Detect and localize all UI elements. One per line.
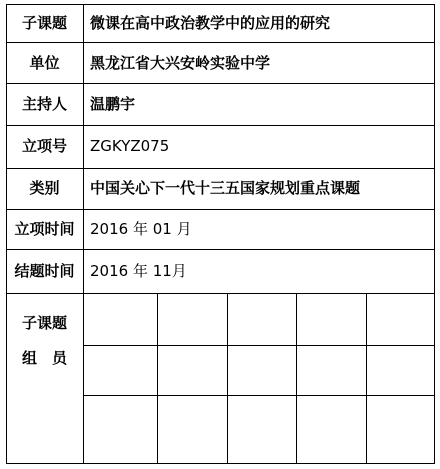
table-right-border [434, 4, 435, 464]
member-cell [84, 346, 157, 395]
member-cell [158, 346, 227, 395]
member-cell [228, 294, 296, 345]
member-cell [158, 396, 227, 463]
subtopic-value: 微课在高中政治教学中的应用的研究 [90, 14, 331, 32]
members-label-line2: 组 员 [21, 349, 67, 367]
category-value: 中国关心下一代十三五国家规划重点课题 [90, 179, 361, 197]
member-cell [297, 294, 366, 345]
row-divider [6, 209, 434, 210]
row-divider [6, 463, 434, 464]
completion-time-label: 结题时间 [14, 262, 75, 280]
host-label: 主持人 [21, 95, 67, 113]
approval-time-value: 2016 年 01 月 [90, 220, 192, 238]
member-cell [158, 294, 227, 345]
member-cell [84, 396, 157, 463]
member-cell [297, 396, 366, 463]
project-number-label: 立项号 [21, 137, 67, 155]
category-label: 类别 [29, 179, 60, 197]
subtopic-label: 子课题 [21, 14, 67, 32]
host-value: 温鹏宇 [90, 95, 136, 113]
completion-time-value: 2016 年 11月 [90, 262, 187, 280]
approval-time-label: 立项时间 [14, 220, 75, 238]
member-cell [84, 294, 157, 345]
row-divider [6, 125, 434, 126]
member-cell [228, 346, 296, 395]
unit-label: 单位 [29, 54, 60, 72]
member-cell [367, 346, 434, 395]
member-cell [367, 294, 434, 345]
unit-value: 黑龙江省大兴安岭实验中学 [90, 54, 271, 72]
row-divider [6, 168, 434, 169]
row-divider [6, 249, 434, 250]
row-divider [6, 83, 434, 84]
member-cell [228, 396, 296, 463]
label-column-divider [83, 4, 84, 464]
row-divider [6, 4, 434, 5]
member-cell [367, 396, 434, 463]
row-divider [6, 42, 434, 43]
members-label-line1: 子课题 [21, 314, 67, 332]
project-number-value: ZGKYZ075 [90, 137, 170, 155]
member-cell [297, 346, 366, 395]
